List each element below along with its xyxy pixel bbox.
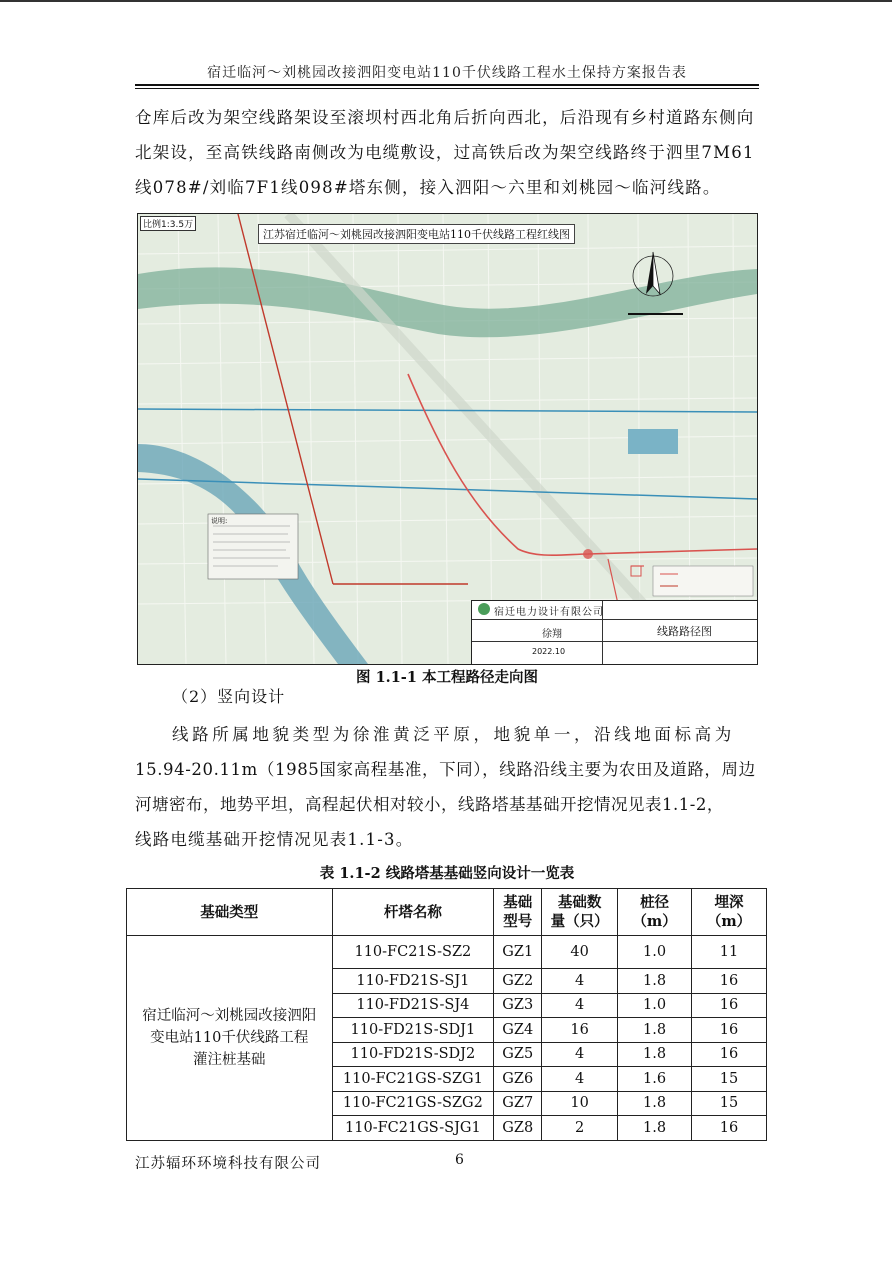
diameter-cell: 1.8 — [618, 969, 692, 994]
depth-cell: 16 — [692, 993, 767, 1018]
quantity-cell: 4 — [542, 993, 618, 1018]
table-header-row — [127, 889, 767, 936]
map-date: 2022.10 — [532, 647, 566, 656]
model-cell: GZ8 — [494, 1116, 542, 1141]
tower-name-cell: 110-FC21S-SZ2 — [332, 936, 494, 969]
tower-name-cell: 110-FC21GS-SZG2 — [332, 1091, 494, 1116]
column-header: 桩径 （m） — [618, 889, 692, 936]
column-header: 基础数 量（只） — [542, 889, 618, 936]
model-cell: GZ3 — [494, 993, 542, 1018]
text-line: 15.94-20.11m（1985国家高程基准，下同），线路沿线主要为农田及道路，周边 — [135, 760, 756, 779]
quantity-cell: 2 — [542, 1116, 618, 1141]
depth-cell: 15 — [692, 1067, 767, 1092]
depth-cell: 16 — [692, 1116, 767, 1141]
text-line: 线路电缆基础开挖情况见表1.1-3。 — [135, 830, 414, 849]
tower-name-cell: 110-FC21GS-SZG1 — [332, 1067, 494, 1092]
column-header: 基础 型号 — [494, 889, 542, 936]
quantity-cell: 4 — [542, 1042, 618, 1067]
column-header: 基础类型 — [127, 889, 333, 936]
quantity-cell: 4 — [542, 1067, 618, 1092]
map-signer: 徐翔 — [542, 629, 562, 640]
diameter-cell: 1.8 — [618, 1042, 692, 1067]
column-header: 杆塔名称 — [332, 889, 494, 936]
depth-cell: 16 — [692, 1018, 767, 1043]
subheading-vertical-design: （2）竖向设计 — [172, 687, 286, 706]
model-cell: GZ7 — [494, 1091, 542, 1116]
diameter-cell: 1.8 — [618, 1091, 692, 1116]
map-canvas — [138, 214, 757, 664]
map-scale-box: 比例1:3.5万 — [140, 216, 196, 231]
tower-name-cell: 110-FC21GS-SJG1 — [332, 1116, 494, 1141]
tower-name-cell: 110-FD21S-SJ4 — [332, 993, 494, 1018]
text-line: 仓库后改为架空线路架设至滚坝村西北角后折向西北，后沿现有乡村道路东侧向 — [135, 108, 755, 127]
table-row — [127, 936, 767, 969]
quantity-cell: 10 — [542, 1091, 618, 1116]
text-line: 线路所属地貌类型为徐淮黄泛平原，地貌单一，沿线地面标高为 — [172, 725, 735, 744]
page-number: 6 — [455, 1152, 464, 1168]
top-border-line — [0, 0, 892, 2]
quantity-cell: 4 — [542, 969, 618, 994]
pond — [628, 429, 678, 454]
text-line: 北架设，至高铁线路南侧改为电缆敷设，过高铁后改为架空线路终于泗里7M61 — [135, 143, 755, 162]
map-legend — [653, 566, 753, 596]
column-header: 埋深 （m） — [692, 889, 767, 936]
diameter-cell: 1.8 — [618, 1018, 692, 1043]
text-line: 线078#/刘临7F1线098#塔东侧，接入泗阳～六里和刘桃园～临河线路。 — [135, 178, 721, 197]
depth-cell: 11 — [692, 936, 767, 969]
depth-cell: 16 — [692, 969, 767, 994]
company-logo-icon — [478, 603, 490, 615]
substation-marker — [583, 549, 593, 559]
header-rule-thin — [135, 88, 759, 89]
diameter-cell: 1.8 — [618, 1116, 692, 1141]
model-cell: GZ5 — [494, 1042, 542, 1067]
tower-name-cell: 110-FD21S-SDJ1 — [332, 1018, 494, 1043]
depth-cell: 16 — [692, 1042, 767, 1067]
tower-name-cell: 110-FD21S-SJ1 — [332, 969, 494, 994]
model-cell: GZ1 — [494, 936, 542, 969]
model-cell: GZ2 — [494, 969, 542, 994]
foundation-type-cell: 宿迁临河～刘桃园改接泗阳 变电站110千伏线路工程 灌注桩基础 — [127, 936, 333, 1141]
table-caption: 表 1.1-2 线路塔基基础竖向设计一览表 — [319, 865, 575, 882]
figure-caption: 图 1.1-1 本工程路径走向图 — [356, 669, 538, 686]
depth-cell: 15 — [692, 1091, 767, 1116]
model-cell: GZ6 — [494, 1067, 542, 1092]
header-rule — [135, 84, 759, 86]
map-drawing-name: 线路路径图 — [657, 625, 712, 638]
paragraph-terrain — [135, 717, 759, 857]
text-line: 河塘密布，地势平坦，高程起伏相对较小，线路塔基基础开挖情况见表1.1-2， — [135, 795, 724, 814]
map-notes-title: 说明: — [211, 517, 228, 525]
paragraph-route-description — [135, 100, 759, 205]
tower-name-cell: 110-FD21S-SDJ2 — [332, 1042, 494, 1067]
running-header: 宿迁临河～刘桃园改接泗阳变电站110千伏线路工程水土保持方案报告表 — [207, 65, 687, 81]
map-company: 宿迁电力设计有限公司 — [494, 607, 604, 618]
model-cell: GZ4 — [494, 1018, 542, 1043]
diameter-cell: 1.6 — [618, 1067, 692, 1092]
diameter-cell: 1.0 — [618, 993, 692, 1018]
diameter-cell: 1.0 — [618, 936, 692, 969]
quantity-cell: 40 — [542, 936, 618, 969]
quantity-cell: 16 — [542, 1018, 618, 1043]
map-title: 江苏宿迁临河～刘桃园改接泗阳变电站110千伏线路工程红线图 — [258, 224, 575, 244]
route-map-figure — [137, 213, 758, 665]
foundation-design-table — [126, 888, 767, 1141]
footer-company: 江苏辐环环境科技有限公司 — [135, 1156, 321, 1172]
map-title-block — [471, 600, 758, 664]
